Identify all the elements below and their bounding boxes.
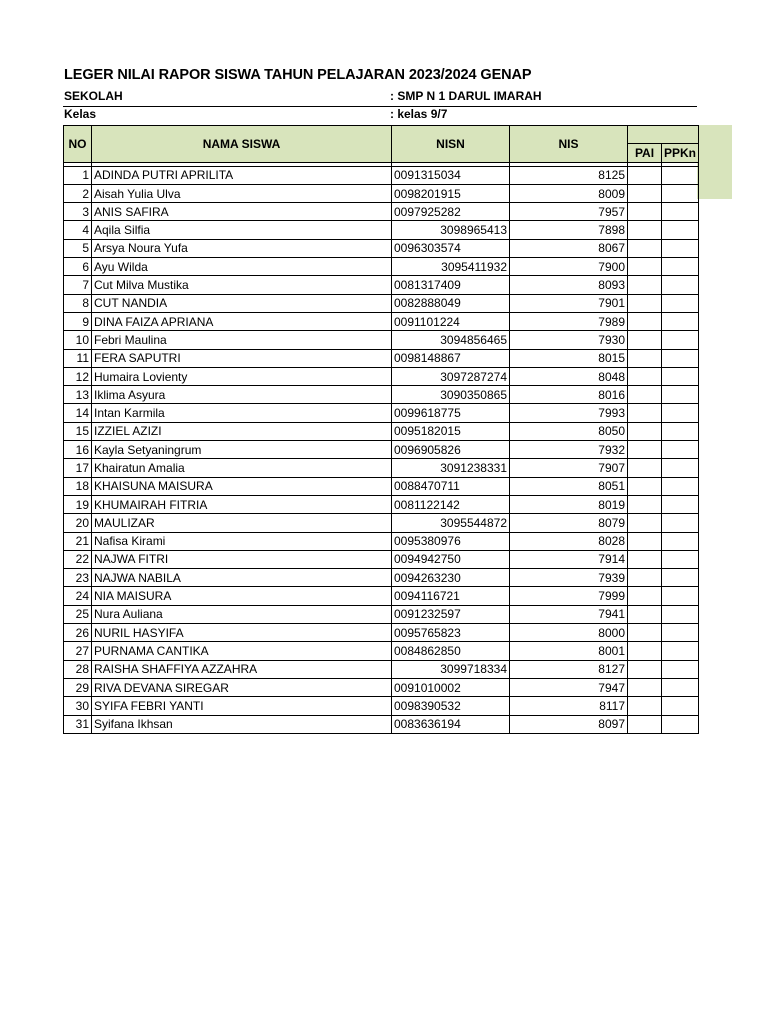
- grade-ppkn[interactable]: [662, 203, 699, 221]
- row-number[interactable]: 6: [64, 258, 92, 276]
- student-name[interactable]: Kayla Setyaningrum: [92, 441, 392, 459]
- row-number[interactable]: 26: [64, 624, 92, 642]
- student-nis[interactable]: 7993: [510, 404, 628, 422]
- student-nisn[interactable]: 3094856465: [392, 331, 510, 349]
- student-name[interactable]: ANIS SAFIRA: [92, 203, 392, 221]
- row-number[interactable]: 31: [64, 715, 92, 733]
- grade-ppkn[interactable]: [662, 550, 699, 568]
- student-nis[interactable]: 7939: [510, 569, 628, 587]
- table-row: [64, 312, 699, 330]
- row-number[interactable]: 2: [64, 184, 92, 202]
- student-nis[interactable]: 8015: [510, 349, 628, 367]
- student-name[interactable]: Arsya Noura Yufa: [92, 239, 392, 257]
- student-nisn[interactable]: 0096905826: [392, 441, 510, 459]
- grade-ppkn[interactable]: [662, 642, 699, 660]
- student-name[interactable]: NURIL HASYIFA: [92, 624, 392, 642]
- student-nis[interactable]: 8127: [510, 660, 628, 678]
- grade-pai[interactable]: [628, 349, 662, 367]
- table-row: [64, 495, 699, 513]
- table-row: [64, 203, 699, 221]
- grade-ppkn[interactable]: [662, 367, 699, 385]
- row-number[interactable]: 14: [64, 404, 92, 422]
- student-nisn[interactable]: 0098201915: [392, 184, 510, 202]
- student-name[interactable]: FERA SAPUTRI: [92, 349, 392, 367]
- grade-pai[interactable]: [628, 642, 662, 660]
- grades-table: [63, 125, 699, 734]
- student-nis[interactable]: 8125: [510, 166, 628, 184]
- student-nisn[interactable]: 0098148867: [392, 349, 510, 367]
- student-name[interactable]: Humaira Lovienty: [92, 367, 392, 385]
- grade-ppkn[interactable]: [662, 532, 699, 550]
- grade-ppkn[interactable]: [662, 294, 699, 312]
- grade-ppkn[interactable]: [662, 624, 699, 642]
- table-row: [64, 221, 699, 239]
- header-name: NAMA SISWA: [92, 126, 392, 163]
- table-row: [64, 294, 699, 312]
- table-row: [64, 276, 699, 294]
- table-row: [64, 587, 699, 605]
- grade-pai[interactable]: [628, 312, 662, 330]
- grade-pai[interactable]: [628, 441, 662, 459]
- header-nisn: NISN: [392, 126, 510, 163]
- student-name[interactable]: NAJWA FITRI: [92, 550, 392, 568]
- student-name[interactable]: Syifana Ikhsan: [92, 715, 392, 733]
- student-nisn[interactable]: 0095182015: [392, 422, 510, 440]
- table-row: [64, 349, 699, 367]
- grade-ppkn[interactable]: [662, 184, 699, 202]
- table-row: [64, 697, 699, 715]
- student-nis[interactable]: 7907: [510, 459, 628, 477]
- row-number[interactable]: 19: [64, 495, 92, 513]
- student-name[interactable]: Nafisa Kirami: [92, 532, 392, 550]
- grade-pai[interactable]: [628, 294, 662, 312]
- grade-pai[interactable]: [628, 624, 662, 642]
- student-name[interactable]: Aisah Yulia Ulva: [92, 184, 392, 202]
- row-number[interactable]: 7: [64, 276, 92, 294]
- header-subject-group: [628, 126, 699, 144]
- grade-ppkn[interactable]: [662, 495, 699, 513]
- grade-ppkn[interactable]: [662, 569, 699, 587]
- grade-ppkn[interactable]: [662, 660, 699, 678]
- table-row: [64, 477, 699, 495]
- row-number[interactable]: 28: [64, 660, 92, 678]
- table-row: [64, 441, 699, 459]
- grade-ppkn[interactable]: [662, 239, 699, 257]
- student-name[interactable]: NAJWA NABILA: [92, 569, 392, 587]
- class-value: : kelas 9/7: [390, 107, 448, 121]
- table-row: [64, 422, 699, 440]
- student-name[interactable]: RAISHA SHAFFIYA AZZAHRA: [92, 660, 392, 678]
- student-name[interactable]: PURNAMA CANTIKA: [92, 642, 392, 660]
- grade-ppkn[interactable]: [662, 715, 699, 733]
- student-nis[interactable]: 7900: [510, 258, 628, 276]
- student-name[interactable]: Nura Auliana: [92, 605, 392, 623]
- student-nisn[interactable]: 0097925282: [392, 203, 510, 221]
- grade-pai[interactable]: [628, 404, 662, 422]
- row-number[interactable]: 25: [64, 605, 92, 623]
- grade-pai[interactable]: [628, 532, 662, 550]
- student-name[interactable]: Cut Milva Mustika: [92, 276, 392, 294]
- grade-pai[interactable]: [628, 459, 662, 477]
- table-row: [64, 569, 699, 587]
- student-nis[interactable]: 7941: [510, 605, 628, 623]
- grade-ppkn[interactable]: [662, 221, 699, 239]
- row-number[interactable]: 5: [64, 239, 92, 257]
- grade-pai[interactable]: [628, 605, 662, 623]
- table-row: [64, 514, 699, 532]
- student-nisn[interactable]: 0083636194: [392, 715, 510, 733]
- row-number[interactable]: 23: [64, 569, 92, 587]
- grade-pai[interactable]: [628, 422, 662, 440]
- grade-pai[interactable]: [628, 166, 662, 184]
- table-row: [64, 166, 699, 184]
- table-row: [64, 239, 699, 257]
- header-pai: PAI: [628, 144, 662, 162]
- student-nis[interactable]: 7898: [510, 221, 628, 239]
- student-nisn[interactable]: 0095765823: [392, 624, 510, 642]
- grade-ppkn[interactable]: [662, 477, 699, 495]
- table-row: [64, 532, 699, 550]
- student-nis[interactable]: 7989: [510, 312, 628, 330]
- student-name[interactable]: NIA MAISURA: [92, 587, 392, 605]
- table-row: [64, 258, 699, 276]
- row-number[interactable]: 24: [64, 587, 92, 605]
- student-nis[interactable]: 7932: [510, 441, 628, 459]
- student-nisn[interactable]: 3095544872: [392, 514, 510, 532]
- grade-ppkn[interactable]: [662, 349, 699, 367]
- student-name[interactable]: IZZIEL AZIZI: [92, 422, 392, 440]
- student-nis[interactable]: 7930: [510, 331, 628, 349]
- grade-pai[interactable]: [628, 660, 662, 678]
- student-nisn[interactable]: 3099718334: [392, 660, 510, 678]
- grade-pai[interactable]: [628, 203, 662, 221]
- header-ppkn: PPKn: [662, 144, 699, 162]
- table-row: [64, 331, 699, 349]
- row-number[interactable]: 17: [64, 459, 92, 477]
- student-nisn[interactable]: 0094263230: [392, 569, 510, 587]
- student-nis[interactable]: 8067: [510, 239, 628, 257]
- student-nisn[interactable]: 3097287274: [392, 367, 510, 385]
- table-row: [64, 386, 699, 404]
- student-nisn[interactable]: 3090350865: [392, 386, 510, 404]
- class-label: Kelas: [64, 107, 97, 121]
- student-nis[interactable]: 7901: [510, 294, 628, 312]
- student-nisn[interactable]: 0082888049: [392, 294, 510, 312]
- student-name[interactable]: MAULIZAR: [92, 514, 392, 532]
- row-number[interactable]: 27: [64, 642, 92, 660]
- student-name[interactable]: Intan Karmila: [92, 404, 392, 422]
- student-nis[interactable]: 8050: [510, 422, 628, 440]
- student-nis[interactable]: 8009: [510, 184, 628, 202]
- grade-pai[interactable]: [628, 386, 662, 404]
- table-row: [64, 624, 699, 642]
- table-row: [64, 404, 699, 422]
- grade-pai[interactable]: [628, 331, 662, 349]
- grade-ppkn[interactable]: [662, 166, 699, 184]
- grade-ppkn[interactable]: [662, 514, 699, 532]
- student-nis[interactable]: 8001: [510, 642, 628, 660]
- student-name[interactable]: Iklima Asyura: [92, 386, 392, 404]
- student-name[interactable]: SYIFA FEBRI YANTI: [92, 697, 392, 715]
- student-nisn[interactable]: 0094116721: [392, 587, 510, 605]
- grade-pai[interactable]: [628, 587, 662, 605]
- grade-pai[interactable]: [628, 697, 662, 715]
- student-nisn[interactable]: 0091232597: [392, 605, 510, 623]
- grade-ppkn[interactable]: [662, 331, 699, 349]
- header-no: NO: [64, 126, 92, 163]
- table-row: [64, 642, 699, 660]
- student-nis[interactable]: 8016: [510, 386, 628, 404]
- header-nis: NIS: [510, 126, 628, 163]
- student-nisn[interactable]: 0098390532: [392, 697, 510, 715]
- grade-pai[interactable]: [628, 678, 662, 696]
- grade-ppkn[interactable]: [662, 276, 699, 294]
- grade-ppkn[interactable]: [662, 678, 699, 696]
- grade-pai[interactable]: [628, 550, 662, 568]
- grade-ppkn[interactable]: [662, 312, 699, 330]
- header-fill-extension: [697, 125, 732, 199]
- grade-ppkn[interactable]: [662, 258, 699, 276]
- student-nis[interactable]: 7947: [510, 678, 628, 696]
- divider: [63, 106, 697, 107]
- student-nis[interactable]: 8048: [510, 367, 628, 385]
- student-nis[interactable]: 8051: [510, 477, 628, 495]
- grade-ppkn[interactable]: [662, 404, 699, 422]
- student-nisn[interactable]: 3091238331: [392, 459, 510, 477]
- student-nisn[interactable]: 0094942750: [392, 550, 510, 568]
- row-number[interactable]: 16: [64, 441, 92, 459]
- grade-ppkn[interactable]: [662, 605, 699, 623]
- table-row: [64, 605, 699, 623]
- student-nisn[interactable]: 0091101224: [392, 312, 510, 330]
- student-name[interactable]: Ayu Wilda: [92, 258, 392, 276]
- grade-ppkn[interactable]: [662, 459, 699, 477]
- table-row: [64, 660, 699, 678]
- table-row: [64, 184, 699, 202]
- school-value: : SMP N 1 DARUL IMARAH: [390, 89, 542, 103]
- grade-pai[interactable]: [628, 495, 662, 513]
- row-number[interactable]: 22: [64, 550, 92, 568]
- student-name[interactable]: KHUMAIRAH FITRIA: [92, 495, 392, 513]
- grade-pai[interactable]: [628, 221, 662, 239]
- school-label: SEKOLAH: [64, 89, 123, 103]
- student-nis[interactable]: 7957: [510, 203, 628, 221]
- row-number[interactable]: 11: [64, 349, 92, 367]
- student-nis[interactable]: 8028: [510, 532, 628, 550]
- grade-pai[interactable]: [628, 239, 662, 257]
- table-row: [64, 550, 699, 568]
- row-number[interactable]: 21: [64, 532, 92, 550]
- student-nisn[interactable]: 0081122142: [392, 495, 510, 513]
- grade-ppkn[interactable]: [662, 587, 699, 605]
- row-number[interactable]: 3: [64, 203, 92, 221]
- grade-pai[interactable]: [628, 258, 662, 276]
- grade-ppkn[interactable]: [662, 422, 699, 440]
- table-row: [64, 715, 699, 733]
- student-name[interactable]: ADINDA PUTRI APRILITA: [92, 166, 392, 184]
- row-number[interactable]: 18: [64, 477, 92, 495]
- grade-pai[interactable]: [628, 477, 662, 495]
- row-number[interactable]: 4: [64, 221, 92, 239]
- grade-pai[interactable]: [628, 367, 662, 385]
- row-number[interactable]: 13: [64, 386, 92, 404]
- student-nisn[interactable]: 0091010002: [392, 678, 510, 696]
- student-name[interactable]: Febri Maulina: [92, 331, 392, 349]
- row-number[interactable]: 8: [64, 294, 92, 312]
- student-name[interactable]: DINA FAIZA APRIANA: [92, 312, 392, 330]
- table-row: [64, 678, 699, 696]
- row-number[interactable]: 30: [64, 697, 92, 715]
- student-name[interactable]: Khairatun Amalia: [92, 459, 392, 477]
- student-nis[interactable]: 8000: [510, 624, 628, 642]
- student-nisn[interactable]: 0096303574: [392, 239, 510, 257]
- student-name[interactable]: Aqila Silfia: [92, 221, 392, 239]
- page-title: LEGER NILAI RAPOR SISWA TAHUN PELAJARAN 2023/2024 GENAP: [64, 67, 532, 83]
- grade-pai[interactable]: [628, 569, 662, 587]
- grade-pai[interactable]: [628, 715, 662, 733]
- grade-pai[interactable]: [628, 514, 662, 532]
- student-rows: [64, 162, 699, 733]
- grade-ppkn[interactable]: [662, 386, 699, 404]
- row-number[interactable]: 20: [64, 514, 92, 532]
- student-nisn[interactable]: 0088470711: [392, 477, 510, 495]
- student-nis[interactable]: 8079: [510, 514, 628, 532]
- grade-ppkn[interactable]: [662, 441, 699, 459]
- student-nisn[interactable]: 3095411932: [392, 258, 510, 276]
- student-nis[interactable]: 8093: [510, 276, 628, 294]
- row-number[interactable]: 9: [64, 312, 92, 330]
- student-name[interactable]: KHAISUNA MAISURA: [92, 477, 392, 495]
- student-nisn[interactable]: 0084862850: [392, 642, 510, 660]
- row-number[interactable]: 15: [64, 422, 92, 440]
- student-nis[interactable]: 8019: [510, 495, 628, 513]
- student-nis[interactable]: 8097: [510, 715, 628, 733]
- student-nis[interactable]: 8117: [510, 697, 628, 715]
- grade-pai[interactable]: [628, 276, 662, 294]
- row-number[interactable]: 10: [64, 331, 92, 349]
- student-name[interactable]: CUT NANDIA: [92, 294, 392, 312]
- row-number[interactable]: 1: [64, 166, 92, 184]
- student-nisn[interactable]: 0091315034: [392, 166, 510, 184]
- row-number[interactable]: 29: [64, 678, 92, 696]
- grade-ppkn[interactable]: [662, 697, 699, 715]
- student-nisn[interactable]: 0099618775: [392, 404, 510, 422]
- student-nisn[interactable]: 0081317409: [392, 276, 510, 294]
- student-nisn[interactable]: 0095380976: [392, 532, 510, 550]
- grade-pai[interactable]: [628, 184, 662, 202]
- student-nisn[interactable]: 3098965413: [392, 221, 510, 239]
- student-name[interactable]: RIVA DEVANA SIREGAR: [92, 678, 392, 696]
- student-nis[interactable]: 7999: [510, 587, 628, 605]
- table-row: [64, 459, 699, 477]
- row-number[interactable]: 12: [64, 367, 92, 385]
- table-row: [64, 367, 699, 385]
- student-nis[interactable]: 7914: [510, 550, 628, 568]
